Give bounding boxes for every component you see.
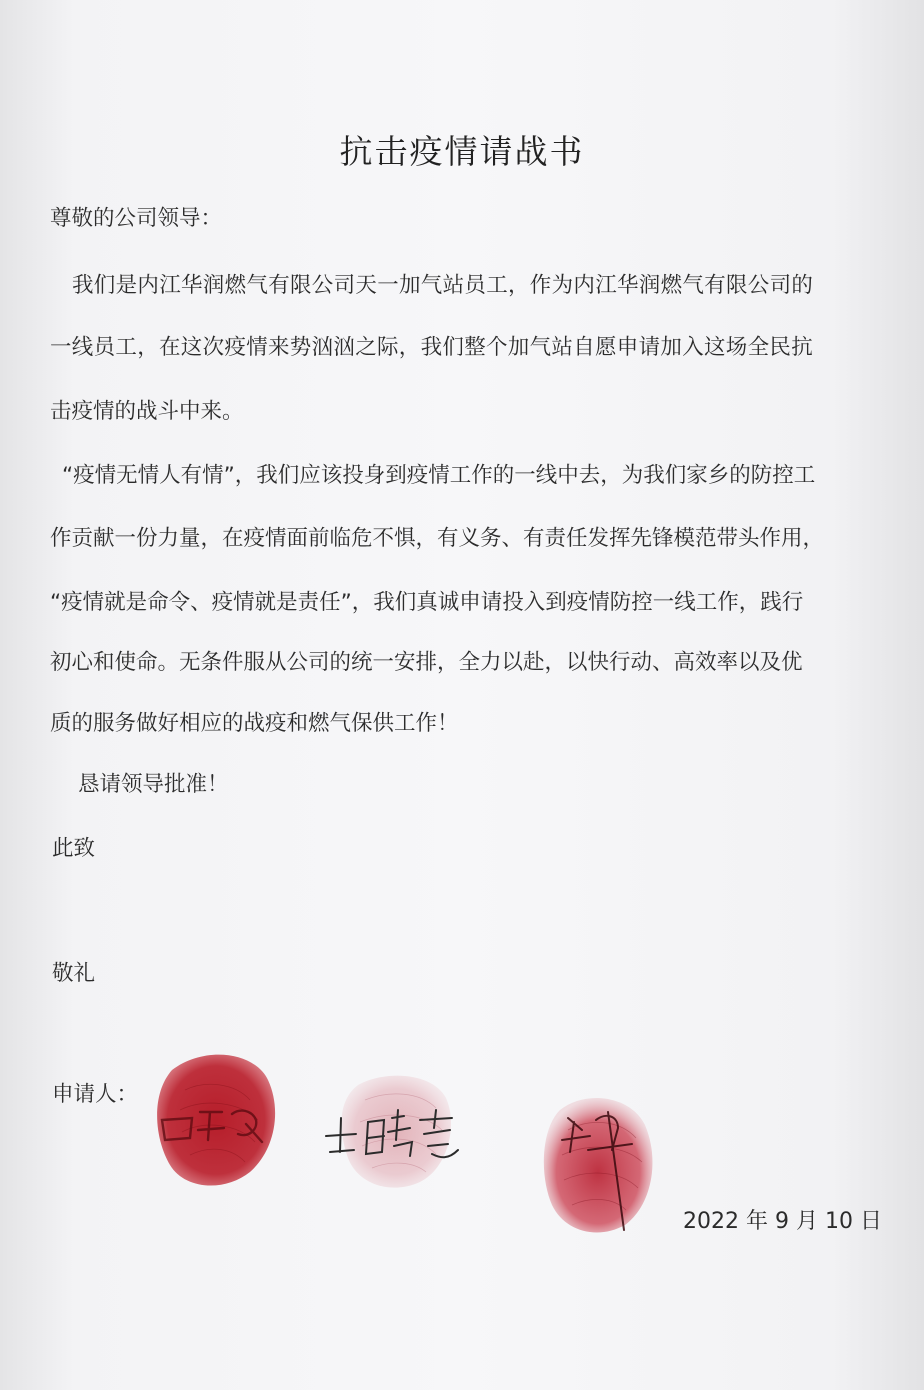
paragraph2-line5: 质的服务做好相应的战疫和燃气保供工作！ [50, 711, 459, 736]
greeting: 尊敬的公司领导： [50, 206, 223, 231]
paragraph2-line3: “疫情就是命令、疫情就是责任”，我们真诚申请投入到疫情防控一线工作，践行 [50, 590, 804, 615]
paragraph2-line2: 作贡献一份力量，在疫情面前临危不惧，有义务、有责任发挥先锋模范带头作用， [50, 526, 825, 551]
letter-title: 抗击疫情请战书 [339, 132, 585, 171]
signature-2 [326, 1076, 458, 1188]
letter-date: 2022 年 9 月 10 日 [683, 1209, 882, 1234]
paragraph2-line1: “疫情无情人有情”，我们应该投身到疫情工作的一线中去，为我们家乡的防控工 [62, 463, 816, 488]
paragraph2-line4: 初心和使命。无条件服从公司的统一安排，全力以赴，以快行动、高效率以及优 [50, 650, 803, 675]
paragraph1-line1: 我们是内江华润燃气有限公司天一加气站员工，作为内江华润燃气有限公司的 [72, 273, 814, 298]
applicant-label: 申请人： [52, 1082, 139, 1107]
request-line: 恳请领导批准！ [78, 772, 229, 797]
signature-1 [157, 1055, 275, 1186]
closing-jingli: 敬礼 [52, 961, 96, 986]
paragraph1-line2: 一线员工，在这次疫情来势汹汹之际，我们整个加气站自愿申请加入这场全民抗 [50, 335, 814, 360]
closing-cizhi: 此致 [52, 836, 96, 861]
signature-3 [544, 1098, 653, 1232]
paragraph1-line3: 击疫情的战斗中来。 [50, 399, 244, 424]
